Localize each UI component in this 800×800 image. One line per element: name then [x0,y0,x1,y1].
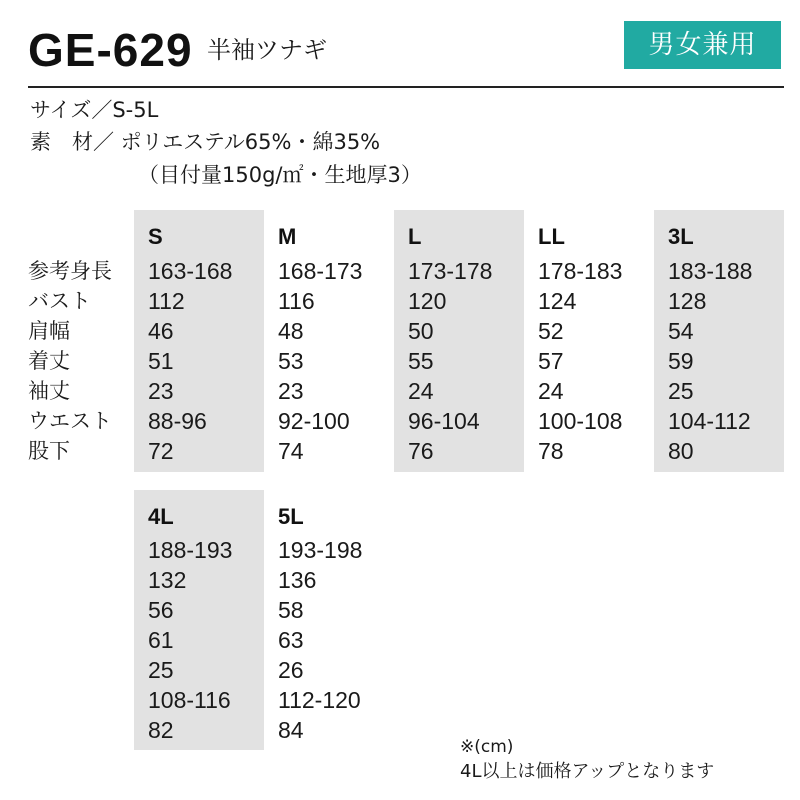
table-cell: 173-178 [408,258,493,284]
table-cell: 120 [408,288,447,314]
table-cell: 82 [148,717,174,743]
table-cell: 116 [278,288,315,314]
material-text: 素 材／ ポリエステル65%・綿35% [30,130,381,154]
table-cell: 46 [148,318,174,344]
unit-note: ※(cm) [460,737,514,757]
table-cell: 58 [278,597,304,623]
table-cell: 25 [668,378,694,404]
table-cell: 96-104 [408,408,480,434]
size-header: 5L [278,504,304,529]
table-cell: 26 [278,657,304,683]
price-note: 4L以上は価格アップとなります [460,761,715,782]
row-label: 股下 [28,439,70,463]
size-header: L [408,224,422,249]
table-cell: 80 [668,438,694,464]
header-divider [28,86,784,88]
size-header: 4L [148,504,174,529]
table-cell: 50 [408,318,434,344]
table-cell: 88-96 [148,408,207,434]
size-header: S [148,224,163,249]
table-cell: 112 [148,288,185,314]
table-cell: 78 [538,438,564,464]
table-cell: 51 [148,348,174,374]
row-label: 袖丈 [28,379,70,403]
table-cell: 104-112 [668,408,751,434]
table-cell: 55 [408,348,434,374]
row-label: 肩幅 [28,319,70,343]
table-cell: 23 [148,378,174,404]
table-cell: 23 [278,378,304,404]
table-cell: 108-116 [148,687,231,713]
table-cell: 183-188 [668,258,753,284]
table-cell: 178-183 [538,258,623,284]
product-name: 半袖ツナギ [207,36,327,64]
table-cell: 193-198 [278,537,363,563]
table-cell: 76 [408,438,434,464]
size-range-text: サイズ／S-5L [30,98,159,122]
table-cell: 124 [538,288,577,314]
row-label: バスト [28,289,91,313]
table-cell: 112-120 [278,687,361,713]
table-cell: 74 [278,438,304,464]
table-cell: 188-193 [148,537,233,563]
table-cell: 132 [148,567,187,593]
table-cell: 24 [538,378,564,404]
table-cell: 128 [668,288,707,314]
table-cell: 163-168 [148,258,233,284]
row-label: ウエスト [28,409,112,433]
table-cell: 136 [278,567,317,593]
row-label: 参考身長 [28,259,112,283]
table-cell: 24 [408,378,434,404]
table-cell: 25 [148,657,174,683]
table-cell: 100-108 [538,408,623,434]
table-cell: 52 [538,318,564,344]
table-cell: 48 [278,318,304,344]
size-header: LL [538,224,565,249]
table-cell: 61 [148,627,174,653]
table-cell: 57 [538,348,564,374]
table-cell: 56 [148,597,174,623]
size-header: M [278,224,297,249]
product-model-number: GE-629 [28,24,193,76]
table-cell: 72 [148,438,174,464]
table-cell: 59 [668,348,694,374]
fabric-weight-text: （目付量150g/㎡・生地厚3） [138,163,422,187]
table-cell: 92-100 [278,408,350,434]
unisex-badge: 男女兼用 [624,21,781,69]
row-label: 着丈 [28,349,70,373]
table-cell: 84 [278,717,304,743]
table-cell: 53 [278,348,304,374]
table-cell: 54 [668,318,694,344]
size-header: 3L [668,224,694,249]
table-cell: 168-173 [278,258,363,284]
table-cell: 63 [278,627,304,653]
